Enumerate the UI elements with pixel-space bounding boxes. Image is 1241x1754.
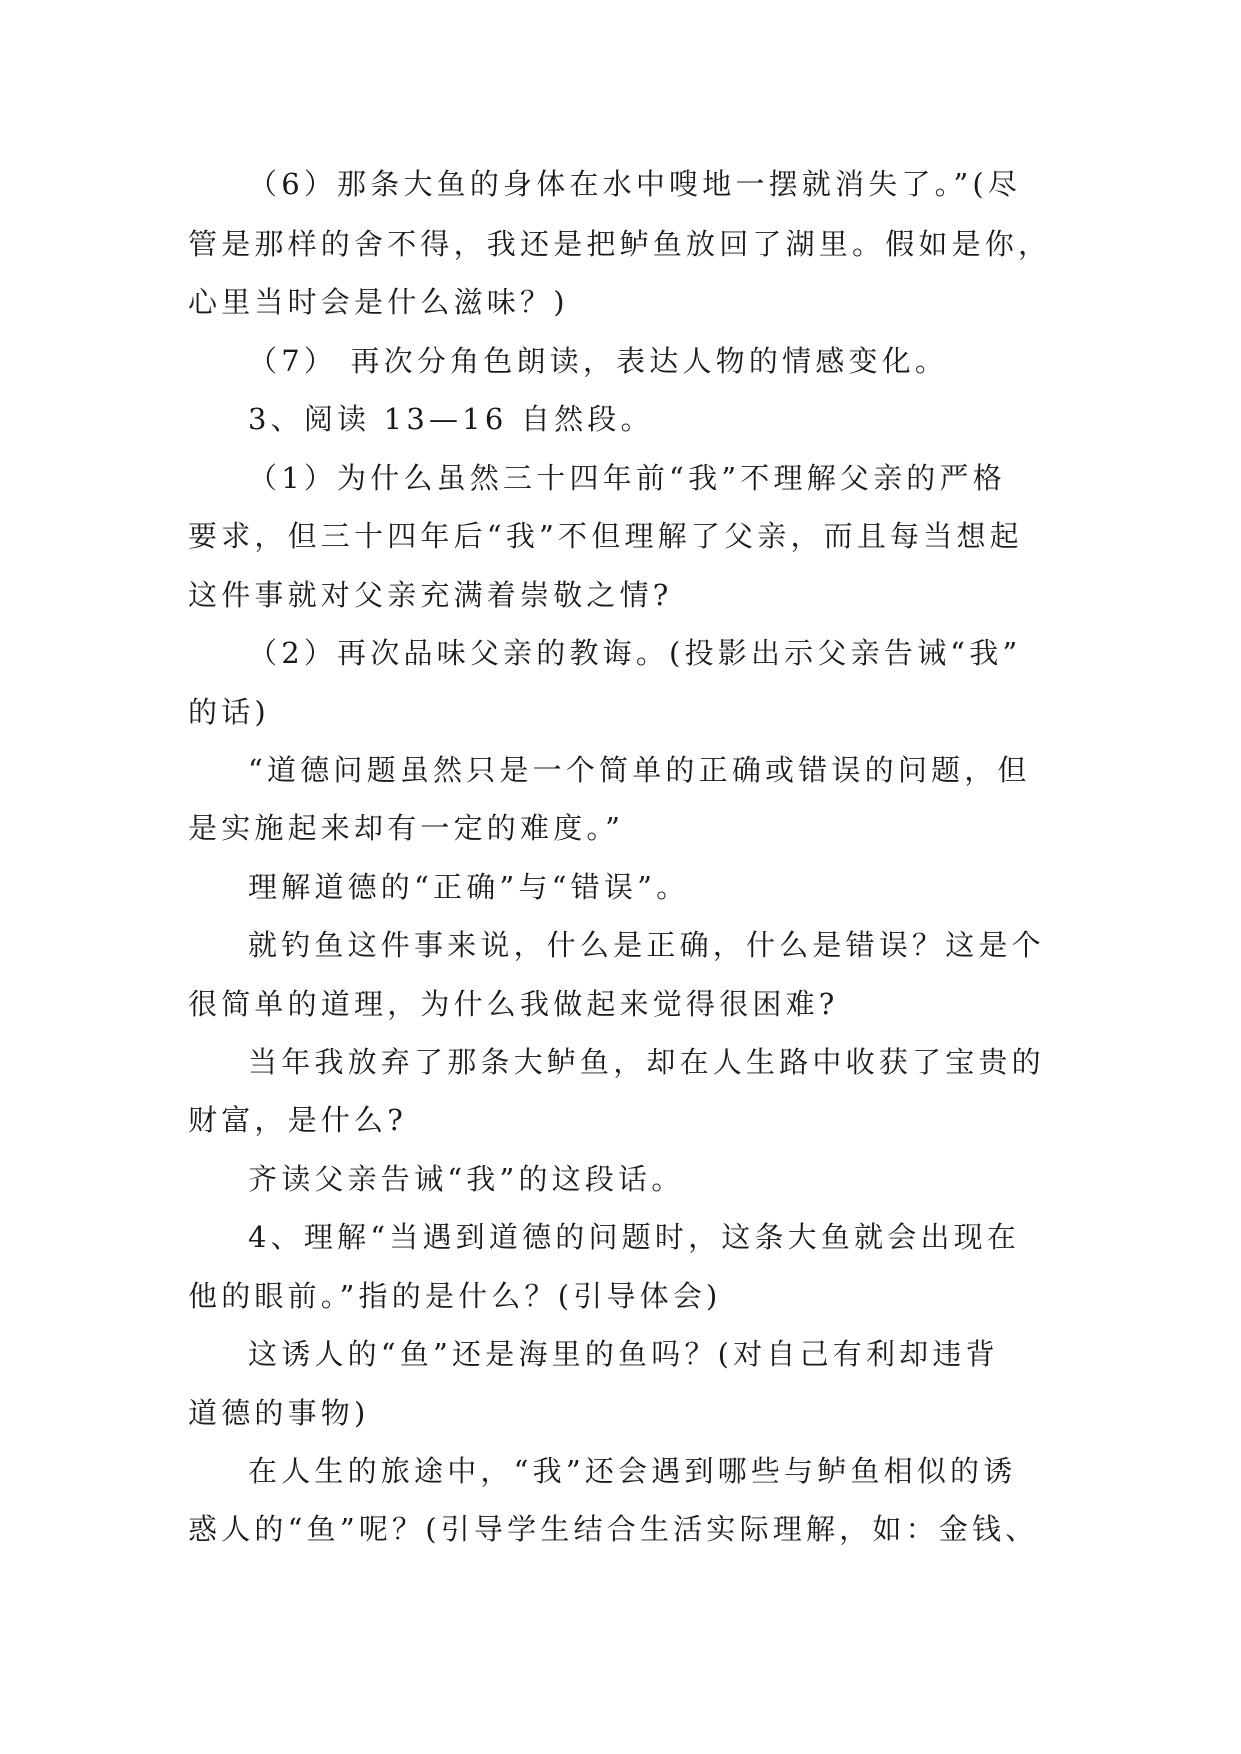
text-line: （7） 再次分角色朗读，表达人物的情感变化。 bbox=[248, 344, 949, 378]
text-line: 是实施起来却有一定的难度。” bbox=[188, 811, 625, 845]
text-line: 的话) bbox=[188, 695, 270, 729]
text-line: 他的眼前。”指的是什么？(引导体会) bbox=[188, 1279, 722, 1313]
text-line: 心里当时会是什么滋味？) bbox=[188, 285, 569, 319]
text-line: 惑人的“鱼”呢？(引导学生结合生活实际理解，如：金钱、 bbox=[188, 1512, 1039, 1546]
text-line: 很简单的道理，为什么我做起来觉得很困难? bbox=[188, 987, 839, 1021]
text-line: 道德的事物) bbox=[188, 1396, 370, 1430]
text-line: （6）那条大鱼的身体在水中嗖地一摆就消失了。”(尽 bbox=[248, 167, 1022, 201]
text-line: 齐读父亲告诫“我”的这段话。 bbox=[248, 1162, 685, 1196]
text-line: 理解道德的“正确”与“错误”。 bbox=[248, 870, 690, 904]
text-line: 在人生的旅途中，“我”还会遇到哪些与鲈鱼相似的诱 bbox=[248, 1454, 1017, 1488]
text-line: 管是那样的舍不得，我还是把鲈鱼放回了湖里。假如是你， bbox=[188, 227, 1052, 261]
text-line: （1）为什么虽然三十四年前“我”不理解父亲的严格 bbox=[248, 461, 1006, 495]
text-line: 当年我放弃了那条大鲈鱼，却在人生路中收获了宝贵的 bbox=[248, 1045, 1045, 1079]
text-line: 3、阅读 13—16 自然段。 bbox=[248, 402, 654, 436]
text-line: 财富，是什么? bbox=[188, 1103, 407, 1137]
text-line: 这件事就对父亲充满着崇敬之情? bbox=[188, 578, 673, 612]
text-line: 就钓鱼这件事来说，什么是正确，什么是错误？这是个 bbox=[248, 928, 1045, 962]
text-line: 4、理解“当遇到道德的问题时，这条大鱼就会出现在 bbox=[248, 1220, 1021, 1254]
text-line: 这诱人的“鱼”还是海里的鱼吗？(对自己有利却违背 bbox=[248, 1337, 999, 1371]
text-line: “道德问题虽然只是一个简单的正确或错误的问题，但 bbox=[248, 753, 1031, 787]
text-line: （2）再次品味父亲的教诲。(投影出示父亲告诫“我” bbox=[248, 636, 1022, 670]
text-line: 要求，但三十四年后“我”不但理解了父亲，而且每当想起 bbox=[188, 519, 1023, 553]
